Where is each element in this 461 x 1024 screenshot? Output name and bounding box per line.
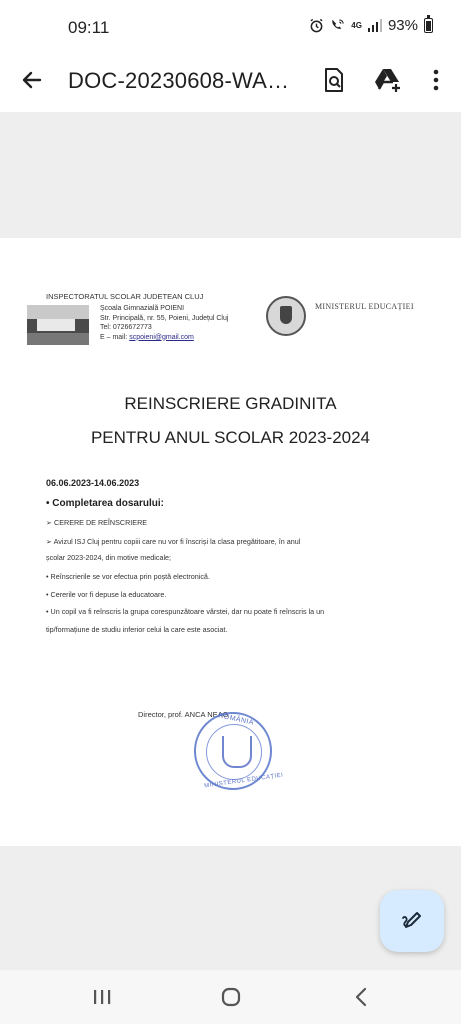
school-name: Școala Gimnazială POIENI [100, 305, 185, 312]
email-label: E – mail: [100, 333, 128, 341]
arrow-back-icon[interactable] [18, 66, 46, 94]
list-item: • Un copil va fi reînscris la grupa corespunzătoare vârstei, dar nu poate fi reînscris la un [46, 607, 325, 616]
list-item: tip/formațiune de studiu inferior celui la care este asociat. [46, 625, 228, 634]
school-address: Str. Principală, nr. 55, Poieni, Județul Cluj [100, 314, 229, 322]
school-phone: Tel: 0726672773 [100, 324, 152, 331]
signal-icon [368, 19, 382, 32]
alarm-icon [309, 18, 324, 33]
school-email-line [100, 333, 228, 343]
battery-icon [424, 18, 433, 33]
app-bar [0, 52, 461, 112]
wifi-call-icon [330, 18, 345, 33]
school-info [100, 304, 228, 342]
status-bar [0, 0, 461, 52]
more-vert-icon[interactable] [420, 64, 452, 96]
school-photo [27, 305, 89, 345]
drive-add-icon[interactable] [372, 64, 404, 96]
section-title: • Completarea dosarului: [46, 498, 164, 509]
ministry-crest-icon [266, 296, 306, 336]
doc-title-line2: PENTRU ANUL SCOLAR 2023-2024 [90, 428, 371, 447]
list-item: ➢ Avizul ISJ Cluj pentru copiii care nu vor fi înscriși la clasa pregătitoare, în anul [46, 537, 301, 546]
list-item: școlar 2023-2024, din motive medicale; [46, 553, 172, 562]
header-organization: INSPECTORATUL SCOLAR JUDETEAN CLUJ [46, 292, 204, 301]
battery-percent: 93% [387, 17, 418, 34]
director-signature-line: Director, prof. ANCA NEAG [138, 710, 229, 719]
stamp-top-text: ROMÂNIA [217, 712, 255, 727]
document-search-icon[interactable] [318, 64, 350, 96]
status-time: 09:11 [68, 18, 110, 37]
edit-button[interactable] [380, 890, 444, 952]
doc-title-line1: REINSCRIERE GRADINITA [124, 394, 337, 413]
document-title: DOC-20230608-WA… [68, 68, 290, 93]
recent-apps-icon[interactable] [89, 984, 115, 1010]
list-item: • Reînscrierile se vor efectua prin poștă electronică. [46, 572, 210, 581]
back-nav-icon[interactable] [348, 984, 374, 1010]
enrollment-dates: 06.06.2023-14.06.2023 [46, 478, 140, 488]
network-type: 4G [351, 20, 362, 30]
stamp-bottom-text: MINISTERUL EDUCAȚIEI [203, 772, 284, 790]
status-icons [309, 17, 433, 34]
edit-pen-icon [400, 909, 424, 933]
school-email: scpoieni@gmail.com [129, 333, 194, 341]
home-icon[interactable] [218, 984, 244, 1010]
list-item: • Cererile vor fi depuse la educatoare. [46, 590, 167, 599]
system-nav-bar [0, 970, 461, 1024]
ministry-name: MINISTERUL EDUCAȚIEI [315, 302, 414, 311]
list-item: ➢ CERERE DE REÎNSCRIERE [46, 518, 148, 527]
